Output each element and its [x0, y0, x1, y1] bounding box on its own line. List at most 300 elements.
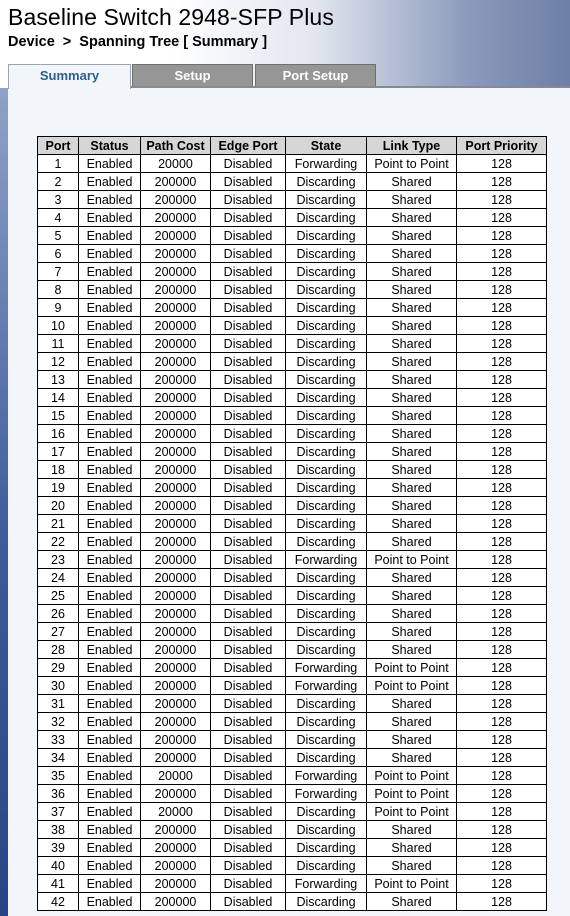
- edge-port-cell: Disabled: [211, 533, 286, 551]
- status-cell: Enabled: [79, 641, 141, 659]
- link-type-cell: Shared: [367, 209, 457, 227]
- table-row: [38, 677, 547, 695]
- tab-summary[interactable]: Summary: [8, 64, 131, 89]
- table-row: [38, 443, 547, 461]
- port-priority-cell: 128: [457, 551, 547, 569]
- status-cell: Enabled: [79, 209, 141, 227]
- port-cell: 38: [38, 821, 79, 839]
- table-row: [38, 245, 547, 263]
- port-priority-cell: 128: [457, 461, 547, 479]
- table-row: [38, 227, 547, 245]
- status-cell: Enabled: [79, 407, 141, 425]
- breadcrumb-current: Spanning Tree [ Summary ]: [79, 34, 268, 50]
- port-priority-cell: 128: [457, 515, 547, 533]
- table-row: [38, 155, 547, 173]
- edge-port-cell: Disabled: [211, 659, 286, 677]
- port-cell: 8: [38, 281, 79, 299]
- link-type-cell: Shared: [367, 353, 457, 371]
- port-cell: 21: [38, 515, 79, 533]
- status-cell: Enabled: [79, 875, 141, 893]
- port-cell: 28: [38, 641, 79, 659]
- table-row: [38, 767, 547, 785]
- link-type-cell: Shared: [367, 443, 457, 461]
- port-cell: 39: [38, 839, 79, 857]
- state-cell: Discarding: [286, 389, 367, 407]
- link-type-cell: Shared: [367, 299, 457, 317]
- edge-port-cell: Disabled: [211, 371, 286, 389]
- state-cell: Discarding: [286, 245, 367, 263]
- state-cell: Discarding: [286, 713, 367, 731]
- edge-port-cell: Disabled: [211, 821, 286, 839]
- port-priority-cell: 128: [457, 641, 547, 659]
- state-cell: Discarding: [286, 515, 367, 533]
- link-type-cell: Shared: [367, 623, 457, 641]
- status-cell: Enabled: [79, 587, 141, 605]
- tab-setup[interactable]: Setup: [132, 64, 253, 87]
- port-priority-cell: 128: [457, 821, 547, 839]
- table-row: [38, 587, 547, 605]
- path-cost-cell: 200000: [141, 587, 211, 605]
- table-row: [38, 749, 547, 767]
- port-cell: 2: [38, 173, 79, 191]
- path-cost-cell: 200000: [141, 227, 211, 245]
- link-type-cell: Shared: [367, 497, 457, 515]
- port-cell: 19: [38, 479, 79, 497]
- path-cost-cell: 200000: [141, 569, 211, 587]
- port-priority-cell: 128: [457, 155, 547, 173]
- port-cell: 3: [38, 191, 79, 209]
- state-cell: Discarding: [286, 281, 367, 299]
- port-cell: 15: [38, 407, 79, 425]
- edge-port-cell: Disabled: [211, 515, 286, 533]
- table-row: [38, 659, 547, 677]
- edge-port-cell: Disabled: [211, 263, 286, 281]
- state-cell: Discarding: [286, 353, 367, 371]
- path-cost-cell: 200000: [141, 839, 211, 857]
- state-cell: Discarding: [286, 173, 367, 191]
- edge-port-cell: Disabled: [211, 569, 286, 587]
- link-type-cell: Shared: [367, 227, 457, 245]
- port-cell: 12: [38, 353, 79, 371]
- path-cost-cell: 200000: [141, 497, 211, 515]
- port-cell: 4: [38, 209, 79, 227]
- link-type-cell: Shared: [367, 821, 457, 839]
- status-cell: Enabled: [79, 497, 141, 515]
- port-priority-cell: 128: [457, 479, 547, 497]
- path-cost-cell: 200000: [141, 731, 211, 749]
- edge-port-cell: Disabled: [211, 785, 286, 803]
- path-cost-cell: 200000: [141, 749, 211, 767]
- status-cell: Enabled: [79, 569, 141, 587]
- port-cell: 10: [38, 317, 79, 335]
- port-cell: 29: [38, 659, 79, 677]
- link-type-cell: Shared: [367, 335, 457, 353]
- status-cell: Enabled: [79, 443, 141, 461]
- path-cost-cell: 200000: [141, 425, 211, 443]
- edge-port-cell: Disabled: [211, 551, 286, 569]
- port-cell: 16: [38, 425, 79, 443]
- port-cell: 31: [38, 695, 79, 713]
- status-cell: Enabled: [79, 461, 141, 479]
- port-priority-cell: 128: [457, 245, 547, 263]
- status-cell: Enabled: [79, 749, 141, 767]
- link-type-cell: Shared: [367, 191, 457, 209]
- breadcrumb: [8, 34, 267, 50]
- port-cell: 41: [38, 875, 79, 893]
- port-cell: 13: [38, 371, 79, 389]
- state-cell: Discarding: [286, 695, 367, 713]
- state-cell: Discarding: [286, 407, 367, 425]
- port-priority-cell: 128: [457, 785, 547, 803]
- port-priority-cell: 128: [457, 497, 547, 515]
- link-type-cell: Point to Point: [367, 551, 457, 569]
- link-type-cell: Shared: [367, 893, 457, 911]
- status-cell: Enabled: [79, 245, 141, 263]
- port-priority-cell: 128: [457, 371, 547, 389]
- app-title: Baseline Switch 2948-SFP Plus: [8, 4, 334, 30]
- status-cell: Enabled: [79, 623, 141, 641]
- left-frame-bar: [0, 88, 8, 916]
- port-cell: 37: [38, 803, 79, 821]
- state-cell: Forwarding: [286, 767, 367, 785]
- state-cell: Discarding: [286, 371, 367, 389]
- status-cell: Enabled: [79, 767, 141, 785]
- column-header-port: Port: [38, 137, 79, 155]
- port-cell: 40: [38, 857, 79, 875]
- port-priority-cell: 128: [457, 857, 547, 875]
- table-row: [38, 713, 547, 731]
- table-row: [38, 281, 547, 299]
- state-cell: Discarding: [286, 497, 367, 515]
- status-cell: Enabled: [79, 839, 141, 857]
- port-priority-cell: 128: [457, 839, 547, 857]
- path-cost-cell: 200000: [141, 785, 211, 803]
- table-row: [38, 821, 547, 839]
- table-row: [38, 623, 547, 641]
- edge-port-cell: Disabled: [211, 461, 286, 479]
- port-cell: 6: [38, 245, 79, 263]
- breadcrumb-root: Device: [8, 34, 55, 50]
- edge-port-cell: Disabled: [211, 191, 286, 209]
- path-cost-cell: 200000: [141, 623, 211, 641]
- path-cost-cell: 200000: [141, 713, 211, 731]
- edge-port-cell: Disabled: [211, 227, 286, 245]
- status-cell: Enabled: [79, 821, 141, 839]
- port-cell: 23: [38, 551, 79, 569]
- link-type-cell: Point to Point: [367, 875, 457, 893]
- port-priority-cell: 128: [457, 605, 547, 623]
- edge-port-cell: Disabled: [211, 299, 286, 317]
- edge-port-cell: Disabled: [211, 173, 286, 191]
- port-cell: 7: [38, 263, 79, 281]
- state-cell: Discarding: [286, 209, 367, 227]
- table-row: [38, 533, 547, 551]
- port-priority-cell: 128: [457, 731, 547, 749]
- table-row: [38, 497, 547, 515]
- table-row: [38, 785, 547, 803]
- link-type-cell: Point to Point: [367, 803, 457, 821]
- status-cell: Enabled: [79, 551, 141, 569]
- edge-port-cell: Disabled: [211, 209, 286, 227]
- state-cell: Forwarding: [286, 677, 367, 695]
- path-cost-cell: 200000: [141, 245, 211, 263]
- table-row: [38, 479, 547, 497]
- status-cell: Enabled: [79, 155, 141, 173]
- state-cell: Forwarding: [286, 785, 367, 803]
- state-cell: Forwarding: [286, 551, 367, 569]
- link-type-cell: Shared: [367, 371, 457, 389]
- path-cost-cell: 200000: [141, 605, 211, 623]
- state-cell: Discarding: [286, 605, 367, 623]
- state-cell: Discarding: [286, 587, 367, 605]
- path-cost-cell: 200000: [141, 281, 211, 299]
- link-type-cell: Point to Point: [367, 677, 457, 695]
- status-cell: Enabled: [79, 227, 141, 245]
- status-cell: Enabled: [79, 425, 141, 443]
- state-cell: Discarding: [286, 335, 367, 353]
- port-cell: 5: [38, 227, 79, 245]
- state-cell: Discarding: [286, 803, 367, 821]
- table-row: [38, 803, 547, 821]
- path-cost-cell: 200000: [141, 461, 211, 479]
- table-row: [38, 371, 547, 389]
- port-priority-cell: 128: [457, 713, 547, 731]
- edge-port-cell: Disabled: [211, 767, 286, 785]
- path-cost-cell: 200000: [141, 389, 211, 407]
- path-cost-cell: 200000: [141, 533, 211, 551]
- port-cell: 20: [38, 497, 79, 515]
- table-row: [38, 317, 547, 335]
- edge-port-cell: Disabled: [211, 731, 286, 749]
- path-cost-cell: 200000: [141, 263, 211, 281]
- link-type-cell: Shared: [367, 587, 457, 605]
- spanning-tree-summary-table: [37, 136, 547, 911]
- link-type-cell: Shared: [367, 317, 457, 335]
- table-row: [38, 569, 547, 587]
- state-cell: Discarding: [286, 821, 367, 839]
- port-priority-cell: 128: [457, 299, 547, 317]
- path-cost-cell: 200000: [141, 317, 211, 335]
- path-cost-cell: 20000: [141, 767, 211, 785]
- edge-port-cell: Disabled: [211, 713, 286, 731]
- port-cell: 9: [38, 299, 79, 317]
- port-priority-cell: 128: [457, 281, 547, 299]
- table-row: [38, 839, 547, 857]
- port-cell: 11: [38, 335, 79, 353]
- breadcrumb-separator: >: [62, 34, 72, 50]
- table-row: [38, 857, 547, 875]
- state-cell: Discarding: [286, 263, 367, 281]
- link-type-cell: Shared: [367, 839, 457, 857]
- status-cell: Enabled: [79, 191, 141, 209]
- path-cost-cell: 200000: [141, 353, 211, 371]
- port-priority-cell: 128: [457, 659, 547, 677]
- edge-port-cell: Disabled: [211, 335, 286, 353]
- state-cell: Discarding: [286, 731, 367, 749]
- status-cell: Enabled: [79, 335, 141, 353]
- status-cell: Enabled: [79, 731, 141, 749]
- link-type-cell: Shared: [367, 461, 457, 479]
- state-cell: Discarding: [286, 893, 367, 911]
- edge-port-cell: Disabled: [211, 623, 286, 641]
- link-type-cell: Point to Point: [367, 155, 457, 173]
- port-cell: 35: [38, 767, 79, 785]
- link-type-cell: Shared: [367, 281, 457, 299]
- edge-port-cell: Disabled: [211, 641, 286, 659]
- state-cell: Discarding: [286, 191, 367, 209]
- port-cell: 26: [38, 605, 79, 623]
- column-header-edge-port: Edge Port: [211, 137, 286, 155]
- path-cost-cell: 200000: [141, 875, 211, 893]
- path-cost-cell: 200000: [141, 191, 211, 209]
- path-cost-cell: 200000: [141, 407, 211, 425]
- link-type-cell: Shared: [367, 641, 457, 659]
- link-type-cell: Shared: [367, 479, 457, 497]
- path-cost-cell: 200000: [141, 857, 211, 875]
- table-row: [38, 425, 547, 443]
- port-cell: 36: [38, 785, 79, 803]
- state-cell: Discarding: [286, 299, 367, 317]
- port-cell: 1: [38, 155, 79, 173]
- path-cost-cell: 200000: [141, 371, 211, 389]
- link-type-cell: Shared: [367, 749, 457, 767]
- link-type-cell: Point to Point: [367, 785, 457, 803]
- port-cell: 27: [38, 623, 79, 641]
- status-cell: Enabled: [79, 389, 141, 407]
- path-cost-cell: 200000: [141, 299, 211, 317]
- table-row: [38, 515, 547, 533]
- port-priority-cell: 128: [457, 173, 547, 191]
- state-cell: Forwarding: [286, 875, 367, 893]
- port-cell: 24: [38, 569, 79, 587]
- edge-port-cell: Disabled: [211, 677, 286, 695]
- status-cell: Enabled: [79, 173, 141, 191]
- link-type-cell: Shared: [367, 389, 457, 407]
- port-priority-cell: 128: [457, 587, 547, 605]
- table-row: [38, 191, 547, 209]
- port-cell: 22: [38, 533, 79, 551]
- state-cell: Discarding: [286, 461, 367, 479]
- table-header-row: [38, 137, 547, 155]
- table-row: [38, 893, 547, 911]
- edge-port-cell: Disabled: [211, 245, 286, 263]
- status-cell: Enabled: [79, 785, 141, 803]
- state-cell: Discarding: [286, 749, 367, 767]
- status-cell: Enabled: [79, 893, 141, 911]
- state-cell: Discarding: [286, 317, 367, 335]
- state-cell: Discarding: [286, 857, 367, 875]
- link-type-cell: Shared: [367, 695, 457, 713]
- port-cell: 42: [38, 893, 79, 911]
- table-row: [38, 551, 547, 569]
- link-type-cell: Shared: [367, 605, 457, 623]
- status-cell: Enabled: [79, 281, 141, 299]
- edge-port-cell: Disabled: [211, 587, 286, 605]
- port-priority-cell: 128: [457, 803, 547, 821]
- port-priority-cell: 128: [457, 227, 547, 245]
- port-priority-cell: 128: [457, 425, 547, 443]
- table-row: [38, 407, 547, 425]
- port-priority-cell: 128: [457, 335, 547, 353]
- port-priority-cell: 128: [457, 533, 547, 551]
- link-type-cell: Shared: [367, 857, 457, 875]
- link-type-cell: Shared: [367, 731, 457, 749]
- status-cell: Enabled: [79, 695, 141, 713]
- path-cost-cell: 200000: [141, 515, 211, 533]
- path-cost-cell: 200000: [141, 659, 211, 677]
- status-cell: Enabled: [79, 299, 141, 317]
- table-row: [38, 389, 547, 407]
- port-priority-cell: 128: [457, 695, 547, 713]
- edge-port-cell: Disabled: [211, 425, 286, 443]
- port-cell: 18: [38, 461, 79, 479]
- status-cell: Enabled: [79, 317, 141, 335]
- path-cost-cell: 200000: [141, 209, 211, 227]
- tab-underline: [131, 86, 570, 88]
- status-cell: Enabled: [79, 605, 141, 623]
- column-header-status: Status: [79, 137, 141, 155]
- path-cost-cell: 200000: [141, 695, 211, 713]
- port-priority-cell: 128: [457, 209, 547, 227]
- status-cell: Enabled: [79, 371, 141, 389]
- edge-port-cell: Disabled: [211, 893, 286, 911]
- table-row: [38, 641, 547, 659]
- status-cell: Enabled: [79, 677, 141, 695]
- edge-port-cell: Disabled: [211, 353, 286, 371]
- state-cell: Discarding: [286, 623, 367, 641]
- edge-port-cell: Disabled: [211, 695, 286, 713]
- path-cost-cell: 200000: [141, 551, 211, 569]
- column-header-port-priority: Port Priority: [457, 137, 547, 155]
- table-row: [38, 335, 547, 353]
- path-cost-cell: 200000: [141, 479, 211, 497]
- path-cost-cell: 200000: [141, 173, 211, 191]
- port-priority-cell: 128: [457, 191, 547, 209]
- path-cost-cell: 200000: [141, 335, 211, 353]
- table-row: [38, 353, 547, 371]
- port-cell: 33: [38, 731, 79, 749]
- port-cell: 14: [38, 389, 79, 407]
- edge-port-cell: Disabled: [211, 875, 286, 893]
- port-priority-cell: 128: [457, 353, 547, 371]
- link-type-cell: Shared: [367, 569, 457, 587]
- port-priority-cell: 128: [457, 623, 547, 641]
- tab-port-setup[interactable]: Port Setup: [255, 64, 376, 87]
- edge-port-cell: Disabled: [211, 407, 286, 425]
- link-type-cell: Shared: [367, 425, 457, 443]
- status-cell: Enabled: [79, 659, 141, 677]
- state-cell: Discarding: [286, 641, 367, 659]
- edge-port-cell: Disabled: [211, 155, 286, 173]
- port-priority-cell: 128: [457, 677, 547, 695]
- port-priority-cell: 128: [457, 389, 547, 407]
- table-row: [38, 299, 547, 317]
- status-cell: Enabled: [79, 515, 141, 533]
- edge-port-cell: Disabled: [211, 803, 286, 821]
- edge-port-cell: Disabled: [211, 317, 286, 335]
- state-cell: Discarding: [286, 479, 367, 497]
- edge-port-cell: Disabled: [211, 857, 286, 875]
- link-type-cell: Shared: [367, 263, 457, 281]
- link-type-cell: Shared: [367, 245, 457, 263]
- state-cell: Forwarding: [286, 659, 367, 677]
- status-cell: Enabled: [79, 803, 141, 821]
- edge-port-cell: Disabled: [211, 479, 286, 497]
- table-row: [38, 263, 547, 281]
- table-row: [38, 173, 547, 191]
- link-type-cell: Point to Point: [367, 659, 457, 677]
- port-priority-cell: 128: [457, 767, 547, 785]
